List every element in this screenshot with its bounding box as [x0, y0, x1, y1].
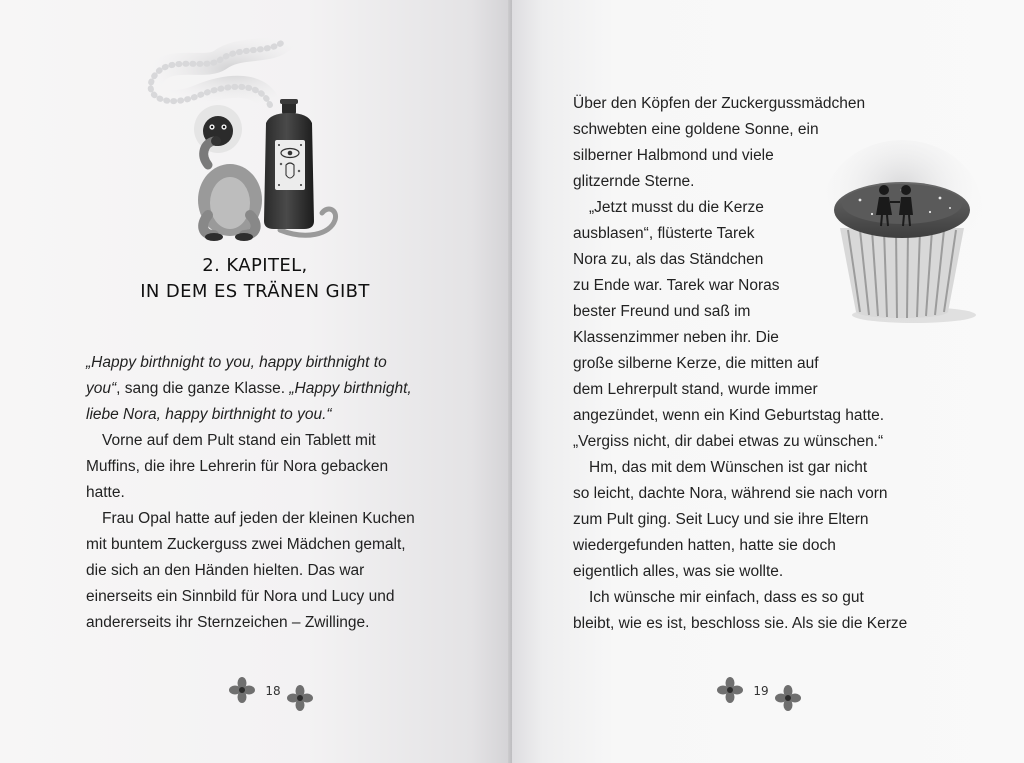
- text-line: Über den Köpfen der Zuckergussmädchen: [573, 95, 866, 112]
- text-line: dem Lehrerpult stand, wurde immer: [573, 381, 818, 398]
- page-number: 18: [265, 684, 281, 698]
- text-line: [86, 558, 456, 584]
- text-run: Vorne auf dem Pult stand ein Tablett mit: [102, 432, 376, 449]
- text-line: so leicht, dachte Nora, während sie nach vorn: [573, 485, 888, 502]
- text-run: „Happy birthnight,: [289, 380, 412, 397]
- text-line: große silberne Kerze, die mitten auf: [573, 355, 819, 372]
- text-line: glitzernde Sterne.: [573, 173, 695, 190]
- chapter-number: 2. KAPITEL,: [202, 255, 308, 276]
- page-folio-right: [716, 676, 806, 706]
- text-run: einerseits ein Sinnbild für Nora und Lucy und: [86, 588, 395, 605]
- text-line: [86, 506, 456, 532]
- text-line: [86, 584, 456, 610]
- text-line: zu Ende war. Tarek war Noras: [573, 277, 780, 294]
- text-line: Klassenzimmer neben ihr. Die: [573, 329, 779, 346]
- text-run: mit buntem Zuckerguss zwei Mädchen gemalt,: [86, 536, 406, 553]
- page-number: 19: [753, 684, 769, 698]
- text-run: andererseits ihr Sternzeichen – Zwillinge.: [86, 614, 370, 631]
- text-line: [86, 480, 456, 506]
- cupcake-illustration: [822, 140, 982, 330]
- flower-ornament-icon: [774, 684, 802, 712]
- text-run: hatte.: [86, 484, 125, 501]
- text-run: liebe Nora, happy birthnight to you.“: [86, 406, 332, 423]
- text-line: wiedergefunden hatten, hatte sie doch: [573, 537, 836, 554]
- text-line: Ich wünsche mir einfach, dass es so gut: [589, 589, 864, 606]
- text-line: bester Freund und saß im: [573, 303, 751, 320]
- text-line: angezündet, wenn ein Kind Geburtstag hatte.: [573, 407, 885, 424]
- text-line: [86, 428, 456, 454]
- text-line: „Vergiss nicht, dir dabei etwas zu wünschen.“: [573, 433, 884, 450]
- text-line: [86, 402, 456, 428]
- text-line: [86, 376, 456, 402]
- text-line: schwebten eine goldene Sonne, ein: [573, 121, 819, 138]
- text-run: Muffins, die ihre Lehrerin für Nora gebacken: [86, 458, 389, 475]
- text-line: zum Pult ging. Seit Lucy und sie ihre Eltern: [573, 511, 869, 528]
- left-body-text: [86, 350, 456, 636]
- text-run: die sich an den Händen hielten. Das war: [86, 562, 365, 579]
- text-line: silberner Halbmond und viele: [573, 147, 774, 164]
- text-line: „Jetzt musst du die Kerze: [589, 199, 764, 216]
- text-line: Hm, das mit dem Wünschen ist gar nicht: [589, 459, 868, 476]
- page-folio-left: [228, 676, 318, 706]
- flower-ornament-icon: [286, 684, 314, 712]
- text-line: bleibt, wie es ist, beschloss sie. Als sie die Kerze: [573, 615, 908, 632]
- text-run: you“: [86, 380, 117, 397]
- text-line: [86, 532, 456, 558]
- text-line: eigentlich alles, was sie wollte.: [573, 563, 784, 580]
- text-line: [86, 610, 456, 636]
- text-run: „Happy birthnight to you, happy birthnight to: [86, 354, 387, 371]
- text-run: Frau Opal hatte auf jeden der kleinen Kuchen: [102, 510, 415, 527]
- monkey-bottle-illustration: [130, 25, 360, 250]
- text-line: [86, 350, 456, 376]
- text-run: , sang die ganze Klasse.: [116, 380, 290, 397]
- text-line: [86, 454, 456, 480]
- text-line: ausblasen“, flüsterte Tarek: [573, 225, 755, 242]
- chapter-title: IN DEM ES TRÄNEN GIBT: [140, 281, 370, 302]
- text-line: Nora zu, als das Ständchen: [573, 251, 764, 268]
